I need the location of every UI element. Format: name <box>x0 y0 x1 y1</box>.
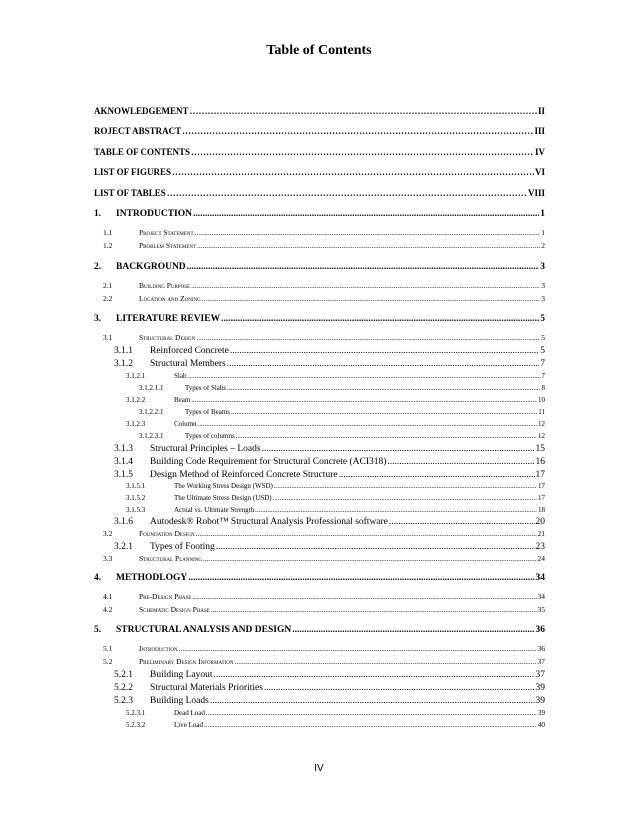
toc-entry-number: 3.1.6 <box>114 517 133 527</box>
toc-entry-text: Structural Members <box>150 359 226 369</box>
toc-entry-text: Types of Footing <box>150 542 215 552</box>
toc-entry-page: IV <box>534 148 545 157</box>
toc-entry-text: Structural Materials Priorities <box>150 683 263 693</box>
toc-entry-number: 5.2.3.2 <box>126 722 146 729</box>
toc-entry-text: The Ultimate Stress Design (USD) <box>174 495 272 502</box>
toc-leader-dots <box>197 242 540 250</box>
toc-entry-text: Building Layout <box>150 670 213 680</box>
toc-leader-dots <box>187 373 540 381</box>
toc-entry[interactable] <box>114 542 545 552</box>
toc-entry-text: LIST OF FIGURES <box>94 168 172 177</box>
toc-entry-page: 36 <box>535 625 545 635</box>
toc-entry-number: 5.2.1 <box>114 670 133 680</box>
toc-entry[interactable] <box>103 242 545 250</box>
toc-leader-dots <box>387 457 534 467</box>
toc-leader-dots <box>188 573 534 583</box>
toc-entry-number: 3.1.5 <box>114 470 133 480</box>
toc-entry-number: 3.1.5.2 <box>126 495 146 502</box>
toc-entry-number: 3.1.2.2.1 <box>139 409 164 416</box>
toc-entry[interactable] <box>126 483 545 491</box>
toc-entry-text: Structural Design <box>139 334 196 342</box>
toc-leader-dots <box>262 444 535 454</box>
toc-leader-dots <box>167 189 527 199</box>
toc-entry-number: 3.1.1 <box>114 346 133 356</box>
toc-leader-dots <box>292 625 534 635</box>
toc-leader-dots <box>255 507 537 515</box>
toc-leader-dots <box>264 683 535 693</box>
toc-entry[interactable] <box>94 127 545 137</box>
toc-entry-text: Building Purpose <box>139 282 191 290</box>
toc-entry[interactable] <box>103 658 545 666</box>
toc-entry-text: AKNOWLEDGEMENT <box>94 107 189 116</box>
toc-leader-dots <box>231 409 537 417</box>
toc-entry-page: 5 <box>540 314 545 324</box>
toc-leader-dots <box>211 606 537 614</box>
toc-entry[interactable] <box>103 593 545 601</box>
toc-entry-page: 8 <box>541 385 545 392</box>
toc-entry[interactable] <box>114 346 545 356</box>
toc-entry-page: 3 <box>541 282 545 290</box>
toc-leader-dots <box>198 421 537 429</box>
toc-entry-page: III <box>534 127 545 136</box>
toc-entry-page: 2 <box>541 242 545 250</box>
toc-leader-dots <box>227 359 540 369</box>
toc-entry-page: 15 <box>535 444 545 454</box>
toc-entry-text: Actual vs. Ultimate Strength <box>174 507 255 514</box>
toc-entry[interactable] <box>114 359 545 369</box>
toc-leader-dots <box>389 517 535 527</box>
toc-leader-dots <box>202 295 540 303</box>
toc-entry-page: 24 <box>537 555 545 563</box>
toc-entry-text: Beam <box>174 397 191 404</box>
toc-entry-page: VIII <box>527 189 545 198</box>
toc-leader-dots <box>182 127 533 137</box>
toc-entry-text: Live Load <box>174 722 203 729</box>
toc-entry-text: Pre-Design Phase <box>139 593 192 601</box>
toc-entry-page: 11 <box>538 409 545 416</box>
toc-entry-text: Dead Load <box>174 710 205 717</box>
toc-entry-number: 3.1 <box>103 334 113 342</box>
toc-entry-text: Types of columns <box>185 433 235 440</box>
toc-entry-text: Problem Statement <box>139 242 197 250</box>
toc-entry-page: 3 <box>541 295 545 303</box>
toc-entry-number: 1.1 <box>103 229 113 237</box>
toc-entry-text: Schematic Design Phase <box>139 606 210 614</box>
toc-entry-page: 39 <box>538 710 545 717</box>
toc-entry-page: 40 <box>538 722 545 729</box>
toc-entry-page: 37 <box>537 658 545 666</box>
toc-leader-dots <box>179 645 537 653</box>
toc-leader-dots <box>230 346 539 356</box>
toc-entry-page: 7 <box>540 359 545 369</box>
toc-entry[interactable] <box>114 457 545 467</box>
toc-entry-number: 3.1.5.3 <box>126 507 146 514</box>
toc-leader-dots <box>203 555 537 563</box>
toc-entry-text: Types of Beams <box>185 409 231 416</box>
toc-entry-page: 3 <box>540 262 545 272</box>
toc-entry-page: 34 <box>535 573 545 583</box>
toc-entry-text: Structural Planning <box>139 555 202 563</box>
toc-entry[interactable] <box>94 107 545 117</box>
toc-entry[interactable] <box>126 495 545 503</box>
toc-entry[interactable] <box>139 409 545 417</box>
toc-entry-number: 1. <box>94 209 102 219</box>
toc-entry[interactable] <box>94 314 545 324</box>
toc-entry[interactable] <box>103 295 545 303</box>
page-title: Table of Contents <box>266 43 372 58</box>
toc-entry-number: 5.2.3.1 <box>126 710 146 717</box>
toc-entry-text: BACKGROUND <box>116 262 186 272</box>
toc-entry[interactable] <box>94 189 545 199</box>
toc-entry-page: 20 <box>535 517 545 527</box>
toc-entry[interactable] <box>126 507 545 515</box>
toc-entry[interactable] <box>94 573 545 583</box>
toc-leader-dots <box>196 334 540 342</box>
toc-entry-text: Autodesk® Robot™ Structural Analysis Professional software <box>150 517 388 527</box>
toc-entry-number: 3.1.5.1 <box>126 483 146 490</box>
toc-entry-number: 5.2.2 <box>114 683 133 693</box>
toc-entry-number: 4. <box>94 573 102 583</box>
toc-entry-text: Foundation Design <box>139 530 195 538</box>
toc-entry-text: The Working Stress Design (WSD) <box>174 483 273 490</box>
toc-entry-page: 12 <box>538 421 545 428</box>
toc-entry-page: 1 <box>541 229 545 237</box>
toc-entry-text: TABLE OF CONTENTS <box>94 148 191 157</box>
toc-entry-page: 39 <box>535 696 545 706</box>
toc-entry[interactable] <box>94 209 545 219</box>
toc-entry-page: 23 <box>535 542 545 552</box>
toc-entry-page: 21 <box>537 530 545 538</box>
toc-entry-page: 10 <box>538 397 545 404</box>
toc-entry-number: 3.2 <box>103 530 113 538</box>
toc-leader-dots <box>210 696 535 706</box>
toc-entry[interactable] <box>94 262 545 272</box>
toc-entry-page: 1 <box>540 209 545 219</box>
toc-entry[interactable] <box>103 606 545 614</box>
toc-leader-dots <box>216 542 535 552</box>
toc-leader-dots <box>192 593 536 601</box>
toc-entry[interactable] <box>103 282 545 290</box>
toc-entry-number: 4.2 <box>103 606 113 614</box>
toc-entry-number: 3.1.2.3 <box>126 421 146 428</box>
toc-leader-dots <box>193 209 539 219</box>
toc-entry-text: STRUCTURAL ANALYSIS AND DESIGN <box>116 625 292 635</box>
toc-leader-dots <box>206 710 537 718</box>
toc-entry[interactable] <box>139 385 545 393</box>
toc-entry[interactable] <box>114 696 545 706</box>
toc-entry-text: ROJECT ABSTRACT <box>94 127 182 136</box>
toc-entry-text: Location and Zoning <box>139 295 201 303</box>
toc-entry-text: Types of Slabs <box>185 385 227 392</box>
toc-entry[interactable] <box>139 433 545 441</box>
toc-entry-page: 16 <box>535 457 545 467</box>
toc-entry-number: 3.2.1 <box>114 542 133 552</box>
toc-entry-number: 4.1 <box>103 593 113 601</box>
toc-entry-page: 36 <box>537 645 545 653</box>
toc-entry-page: 12 <box>538 433 545 440</box>
toc-entry-text: Structural Principles – Loads <box>150 444 261 454</box>
toc-entry-number: 5.2 <box>103 658 113 666</box>
toc-leader-dots <box>214 670 535 680</box>
toc-entry-page: VI <box>534 168 545 177</box>
toc-entry[interactable] <box>126 421 545 429</box>
toc-entry-number: 3.1.4 <box>114 457 133 467</box>
toc-entry[interactable] <box>126 710 545 718</box>
toc-entry[interactable] <box>103 229 545 237</box>
toc-leader-dots <box>339 470 535 480</box>
toc-entry-page: 5 <box>540 346 545 356</box>
toc-entry-page: 17 <box>538 495 545 502</box>
toc-entry-number: 2.2 <box>103 295 113 303</box>
toc-entry[interactable] <box>114 683 545 693</box>
toc-entry-text: Reinforced Concrete <box>150 346 229 356</box>
toc-leader-dots <box>191 148 534 158</box>
toc-entry[interactable] <box>114 670 545 680</box>
toc-leader-dots <box>204 722 537 730</box>
toc-entry[interactable] <box>103 555 545 563</box>
toc-entry-text: Introduction <box>139 645 178 653</box>
toc-entry-number: 5. <box>94 625 102 635</box>
toc-entry-number: 2. <box>94 262 102 272</box>
toc-entry-number: 3.1.2.1.1 <box>139 385 164 392</box>
toc-entry[interactable] <box>103 530 545 538</box>
toc-entry[interactable] <box>94 168 545 178</box>
toc-entry[interactable] <box>103 334 545 342</box>
toc-entry-page: II <box>537 107 545 116</box>
toc-entry[interactable] <box>114 517 545 527</box>
toc-entry-text: Project Statement <box>139 229 194 237</box>
toc-leader-dots <box>172 168 534 178</box>
toc-entry[interactable] <box>126 397 545 405</box>
toc-entry-number: 3.1.2 <box>114 359 133 369</box>
toc-entry-number: 3.1.2.3.1 <box>139 433 164 440</box>
toc-entry-page: 5 <box>541 334 545 342</box>
toc-entry[interactable] <box>94 625 545 635</box>
toc-leader-dots <box>191 397 537 405</box>
toc-entry-page: 17 <box>538 483 545 490</box>
toc-entry-text: LITERATURE REVIEW <box>116 314 221 324</box>
toc-entry[interactable] <box>114 470 545 480</box>
toc-entry-number: 2.1 <box>103 282 113 290</box>
toc-entry-number: 3.1.2.2 <box>126 397 146 404</box>
toc-leader-dots <box>221 314 539 324</box>
toc-entry-text: Slab <box>174 373 187 380</box>
toc-leader-dots <box>196 530 537 538</box>
toc-entry-page: 37 <box>535 670 545 680</box>
toc-entry[interactable] <box>94 148 545 158</box>
toc-entry-text: METHODLOGY <box>116 573 188 583</box>
page-number: IV <box>314 763 324 774</box>
toc-leader-dots <box>187 262 540 272</box>
toc-entry-text: Building Code Requirement for Structural Concrete (ACI318) <box>150 457 387 467</box>
toc-entry[interactable] <box>126 722 545 730</box>
toc-leader-dots <box>190 107 537 117</box>
toc-entry-text: Building Loads <box>150 696 209 706</box>
toc-leader-dots <box>191 282 540 290</box>
toc-entry[interactable] <box>126 373 545 381</box>
toc-entry-page: 39 <box>535 683 545 693</box>
toc-entry-page: 18 <box>538 507 545 514</box>
toc-leader-dots <box>236 433 537 441</box>
toc-entry-number: 3. <box>94 314 102 324</box>
toc-entry-number: 3.3 <box>103 555 113 563</box>
toc-entry-text: LIST OF TABLES <box>94 189 166 198</box>
toc-entry-page: 35 <box>537 606 545 614</box>
toc-entry-page: 7 <box>541 373 545 380</box>
toc-leader-dots <box>227 385 540 393</box>
toc-entry-page: 34 <box>537 593 545 601</box>
toc-leader-dots <box>273 495 537 503</box>
toc-leader-dots <box>234 658 536 666</box>
toc-leader-dots <box>274 483 537 491</box>
toc-entry-page: 17 <box>535 470 545 480</box>
toc-entry-text: Preliminary Design Information <box>139 658 234 666</box>
toc-entry-text: Design Method of Reinforced Concrete Structure <box>150 470 338 480</box>
toc-entry-number: 5.1 <box>103 645 113 653</box>
toc-entry-number: 3.1.3 <box>114 444 133 454</box>
toc-entry-text: INTRODUCTION <box>116 209 193 219</box>
toc-leader-dots <box>195 229 541 237</box>
toc-entry-number: 1.2 <box>103 242 113 250</box>
toc-entry[interactable] <box>103 645 545 653</box>
toc-entry[interactable] <box>114 444 545 454</box>
toc-entry-number: 3.1.2.1 <box>126 373 146 380</box>
toc-entry-text: Column <box>174 421 197 428</box>
toc-entry-number: 5.2.3 <box>114 696 133 706</box>
